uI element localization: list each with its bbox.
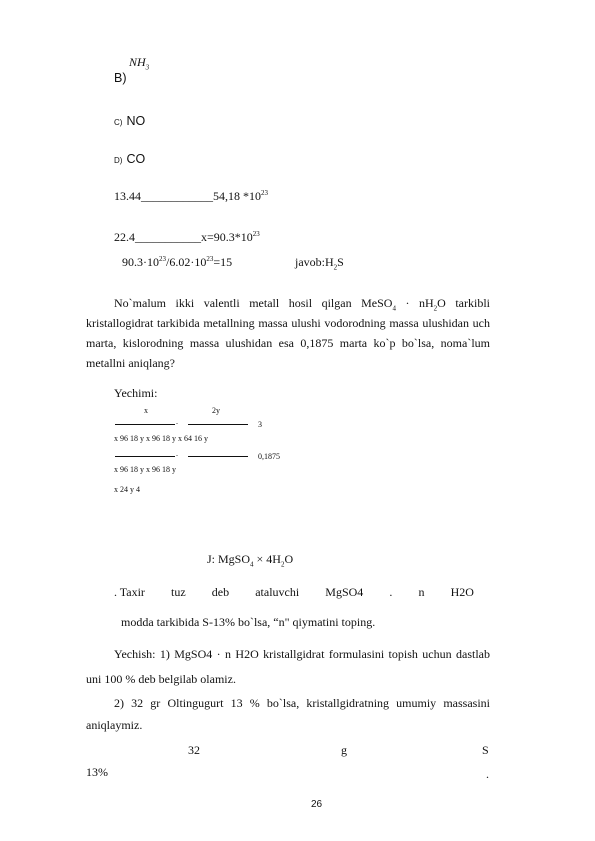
calc-line-2: $22.4\_\_\_\_\_\_\_\_\_\_\_x=90.3*10^{23}$ <box>114 230 260 244</box>
option-c: C) NO <box>114 114 146 128</box>
fraction-2-line-b <box>188 456 248 457</box>
ratio-32: 32 <box>188 743 200 757</box>
solution-label: Yechimi: <box>114 386 158 400</box>
formula-nh3: $NH_3$ <box>129 55 150 72</box>
option-b: B) <box>114 71 127 85</box>
fraction-3: x 24 y 4 <box>114 485 140 494</box>
fraction-2-line-a <box>115 456 175 457</box>
ratio-13-percent: 13% <box>86 765 108 779</box>
fraction-1-denominator: x 96 18 y x 96 18 y x 64 16 y <box>114 434 208 443</box>
fraction-2-rhs: 0,1875 <box>258 452 280 461</box>
fraction-1-line-b <box>188 424 248 425</box>
calc-line-3: $90.3\cdot 10^{23}/6.02\cdot 10^{23}=15$ <box>122 255 233 269</box>
fraction-2-denominator: x 96 18 y x 96 18 y <box>114 465 176 474</box>
task2-line1: . Taxir tuz deb ataluvchi MgSO4 . n H2O <box>114 585 474 599</box>
fraction-1-numerator-2y: 2y <box>212 406 220 415</box>
fraction-2-dot: . <box>176 449 178 458</box>
calc-answer: $javob:H_2S$ <box>295 255 344 272</box>
answer-formula: J: MgSO$_4$ × $4H_2O$ <box>207 552 294 569</box>
ratio-g: g <box>341 743 347 757</box>
problem-text: No`malum ikki valentli metall hosil qilgan MeSO$_4$ · $nH_2O$ tarkibli kristallogidrat tarkibida metallning massa ulushi vodorodning massa ulushidan uch marta, kislorodning massa ulushidan esa 0,1875 marta ko`p bo`lsa, noma`lum metallni aniqlang? <box>86 296 491 370</box>
calc-line-1: 13.44____________54,18 $*10^{23}$ <box>114 189 268 203</box>
fraction-1-dot: . <box>176 417 178 426</box>
task2-solution-2: 2) 32 gr Oltingugurt 13 % bo`lsa, kristallgidratning umumiy massasini aniqlaymiz. <box>86 696 490 732</box>
task2-solution-1: Yechish: 1) MgSO4 · n H2O kristallgidrat formulasini topish uchun dastlab uni 100 % deb belgilab olamiz. <box>86 647 490 686</box>
option-d: D) CO <box>114 152 146 166</box>
fraction-1-rhs: 3 <box>258 420 262 429</box>
page-number: 26 <box>311 799 323 810</box>
fraction-1-numerator-x: x <box>144 406 148 415</box>
task2-line2: modda tarkibida S-13% bo`lsa, “n" qiymatini toping. <box>121 615 376 629</box>
ratio-dot: . <box>486 767 489 781</box>
fraction-1-line-a <box>115 424 175 425</box>
ratio-s: S <box>482 743 489 757</box>
